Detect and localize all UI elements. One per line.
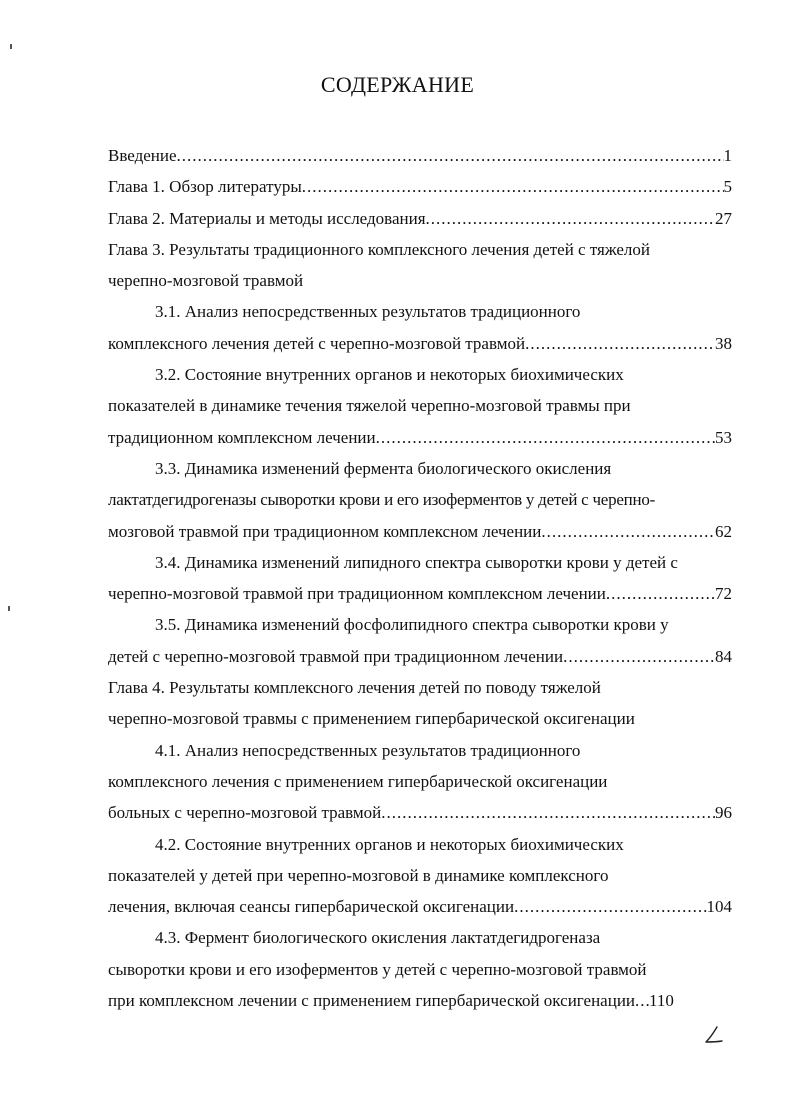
toc-page-number: 110	[649, 991, 674, 1011]
toc-entry-line: лактатдегидрогеназы сыворотки крови и его изоферментов у детей с черепно-	[108, 490, 655, 510]
toc-entry-line: 3.4. Динамика изменений липидного спектра сыворотки крови у детей с	[155, 552, 678, 572]
toc-entry-section-3-3	[108, 453, 732, 547]
toc-entry-text: Глава 2. Материалы и методы исследования	[108, 208, 426, 228]
toc-entry-line: традиционном комплексном лечении	[108, 427, 376, 447]
scan-speck	[10, 44, 12, 49]
dot-leader	[541, 516, 715, 547]
toc-entry-line: черепно-мозговой травмой при традиционном комплексном лечении	[108, 584, 606, 604]
toc-entry-text: Глава 1. Обзор литературы	[108, 177, 302, 197]
toc-entry-line: 4.3. Фермент биологического окисления лактатдегидрогеназа	[155, 928, 601, 948]
toc-entry-line: черепно-мозговой травмой	[108, 271, 304, 291]
toc-entry-chapter-3	[108, 234, 732, 297]
toc-entry-line: при комплексном лечении с применением гипербарической оксигенации	[108, 991, 636, 1011]
dot-leader	[381, 797, 715, 828]
dot-leader	[563, 641, 715, 672]
dot-leader	[426, 203, 715, 234]
toc-entry-section-3-5	[108, 609, 732, 672]
toc-entry-chapter-1	[108, 171, 732, 202]
handwritten-mark-icon	[702, 1024, 726, 1048]
toc-entry-section-4-1	[108, 735, 732, 829]
toc-entry-line: Глава 3. Результаты традиционного комплексного лечения детей с тяжелой	[108, 239, 651, 259]
toc-entry-line: 4.2. Состояние внутренних органов и некоторых биохимических	[155, 834, 624, 854]
toc-entry-line: комплексного лечения детей с черепно-мозговой травмой	[108, 333, 526, 353]
dot-leader	[514, 891, 706, 922]
dot-leader	[635, 985, 649, 1016]
toc-page-number: 38	[715, 333, 732, 353]
toc-entry-introduction	[108, 140, 732, 171]
toc-page-number: 104	[706, 897, 732, 917]
toc-page-number: 62	[715, 521, 732, 541]
toc-entry-line: черепно-мозговой травмы с применением гипербарической оксигенации	[108, 709, 635, 729]
toc-entry-last-line	[108, 422, 732, 453]
toc-page-number: 84	[715, 646, 732, 666]
toc-entry-last-line	[108, 985, 732, 1016]
toc-entry-line: 3.1. Анализ непосредственных результатов традиционного	[155, 302, 581, 322]
toc-entry-line: Глава 4. Результаты комплексного лечения детей по поводу тяжелой	[108, 678, 601, 698]
toc-entry-last-line	[108, 797, 732, 828]
toc-page-number: 96	[715, 803, 732, 823]
dot-leader	[177, 140, 724, 171]
toc-entry-line: 4.1. Анализ непосредственных результатов традиционного	[155, 740, 581, 760]
toc-entry-line: мозговой травмой при традиционном комплексном лечении	[108, 521, 542, 541]
toc-entry-line: 3.2. Состояние внутренних органов и некоторых биохимических	[155, 365, 624, 385]
toc-entry-last-line	[108, 516, 732, 547]
toc-entry-chapter-4	[108, 672, 732, 735]
toc-page-number: 1	[723, 146, 732, 165]
toc-entry-line: детей с черепно-мозговой травмой при традиционном лечении	[108, 646, 564, 666]
toc-entry-section-3-1	[108, 296, 732, 359]
toc-entry-line: комплексного лечения с применением гипербарической оксигенации	[108, 771, 608, 791]
toc-entry-last-line	[108, 641, 732, 672]
page-title: СОДЕРЖАНИЕ	[320, 72, 475, 97]
toc-page-number: 53	[715, 427, 732, 447]
toc-entry-chapter-2	[108, 203, 732, 234]
dot-leader	[525, 328, 715, 359]
toc-entry-line: 3.3. Динамика изменений фермента биологического окисления	[155, 458, 612, 478]
toc-entry-line: больных с черепно-мозговой травмой	[108, 803, 382, 823]
toc-entry-line: показателей у детей при черепно-мозговой в динамике комплексного	[108, 865, 609, 885]
toc-entry-last-line	[108, 578, 732, 609]
toc-entry-section-3-2	[108, 359, 732, 453]
toc-entry-last-line	[108, 328, 732, 359]
toc-entry-last-line	[108, 891, 732, 922]
toc-entry-line: 3.5. Динамика изменений фосфолипидного спектра сыворотки крови у	[155, 615, 669, 635]
dot-leader	[302, 171, 724, 202]
toc-entry-section-4-3	[108, 922, 732, 1016]
toc-page-number: 5	[723, 177, 732, 197]
scan-speck	[8, 606, 10, 611]
toc-entry-line: показателей в динамике течения тяжелой черепно-мозговой травмы при	[108, 396, 631, 416]
toc-entry-section-3-4	[108, 547, 732, 610]
dot-leader	[376, 422, 715, 453]
toc-page-number: 72	[715, 584, 732, 604]
toc-entry-text: Введение	[108, 146, 177, 165]
table-of-contents	[108, 140, 732, 1016]
toc-page-number: 27	[715, 208, 732, 228]
toc-entry-section-4-2	[108, 829, 732, 923]
dot-leader	[606, 578, 715, 609]
toc-entry-line: лечения, включая сеансы гипербарической оксигенации	[108, 897, 515, 917]
toc-entry-line: сыворотки крови и его изоферментов у детей с черепно-мозговой травмой	[108, 959, 647, 979]
